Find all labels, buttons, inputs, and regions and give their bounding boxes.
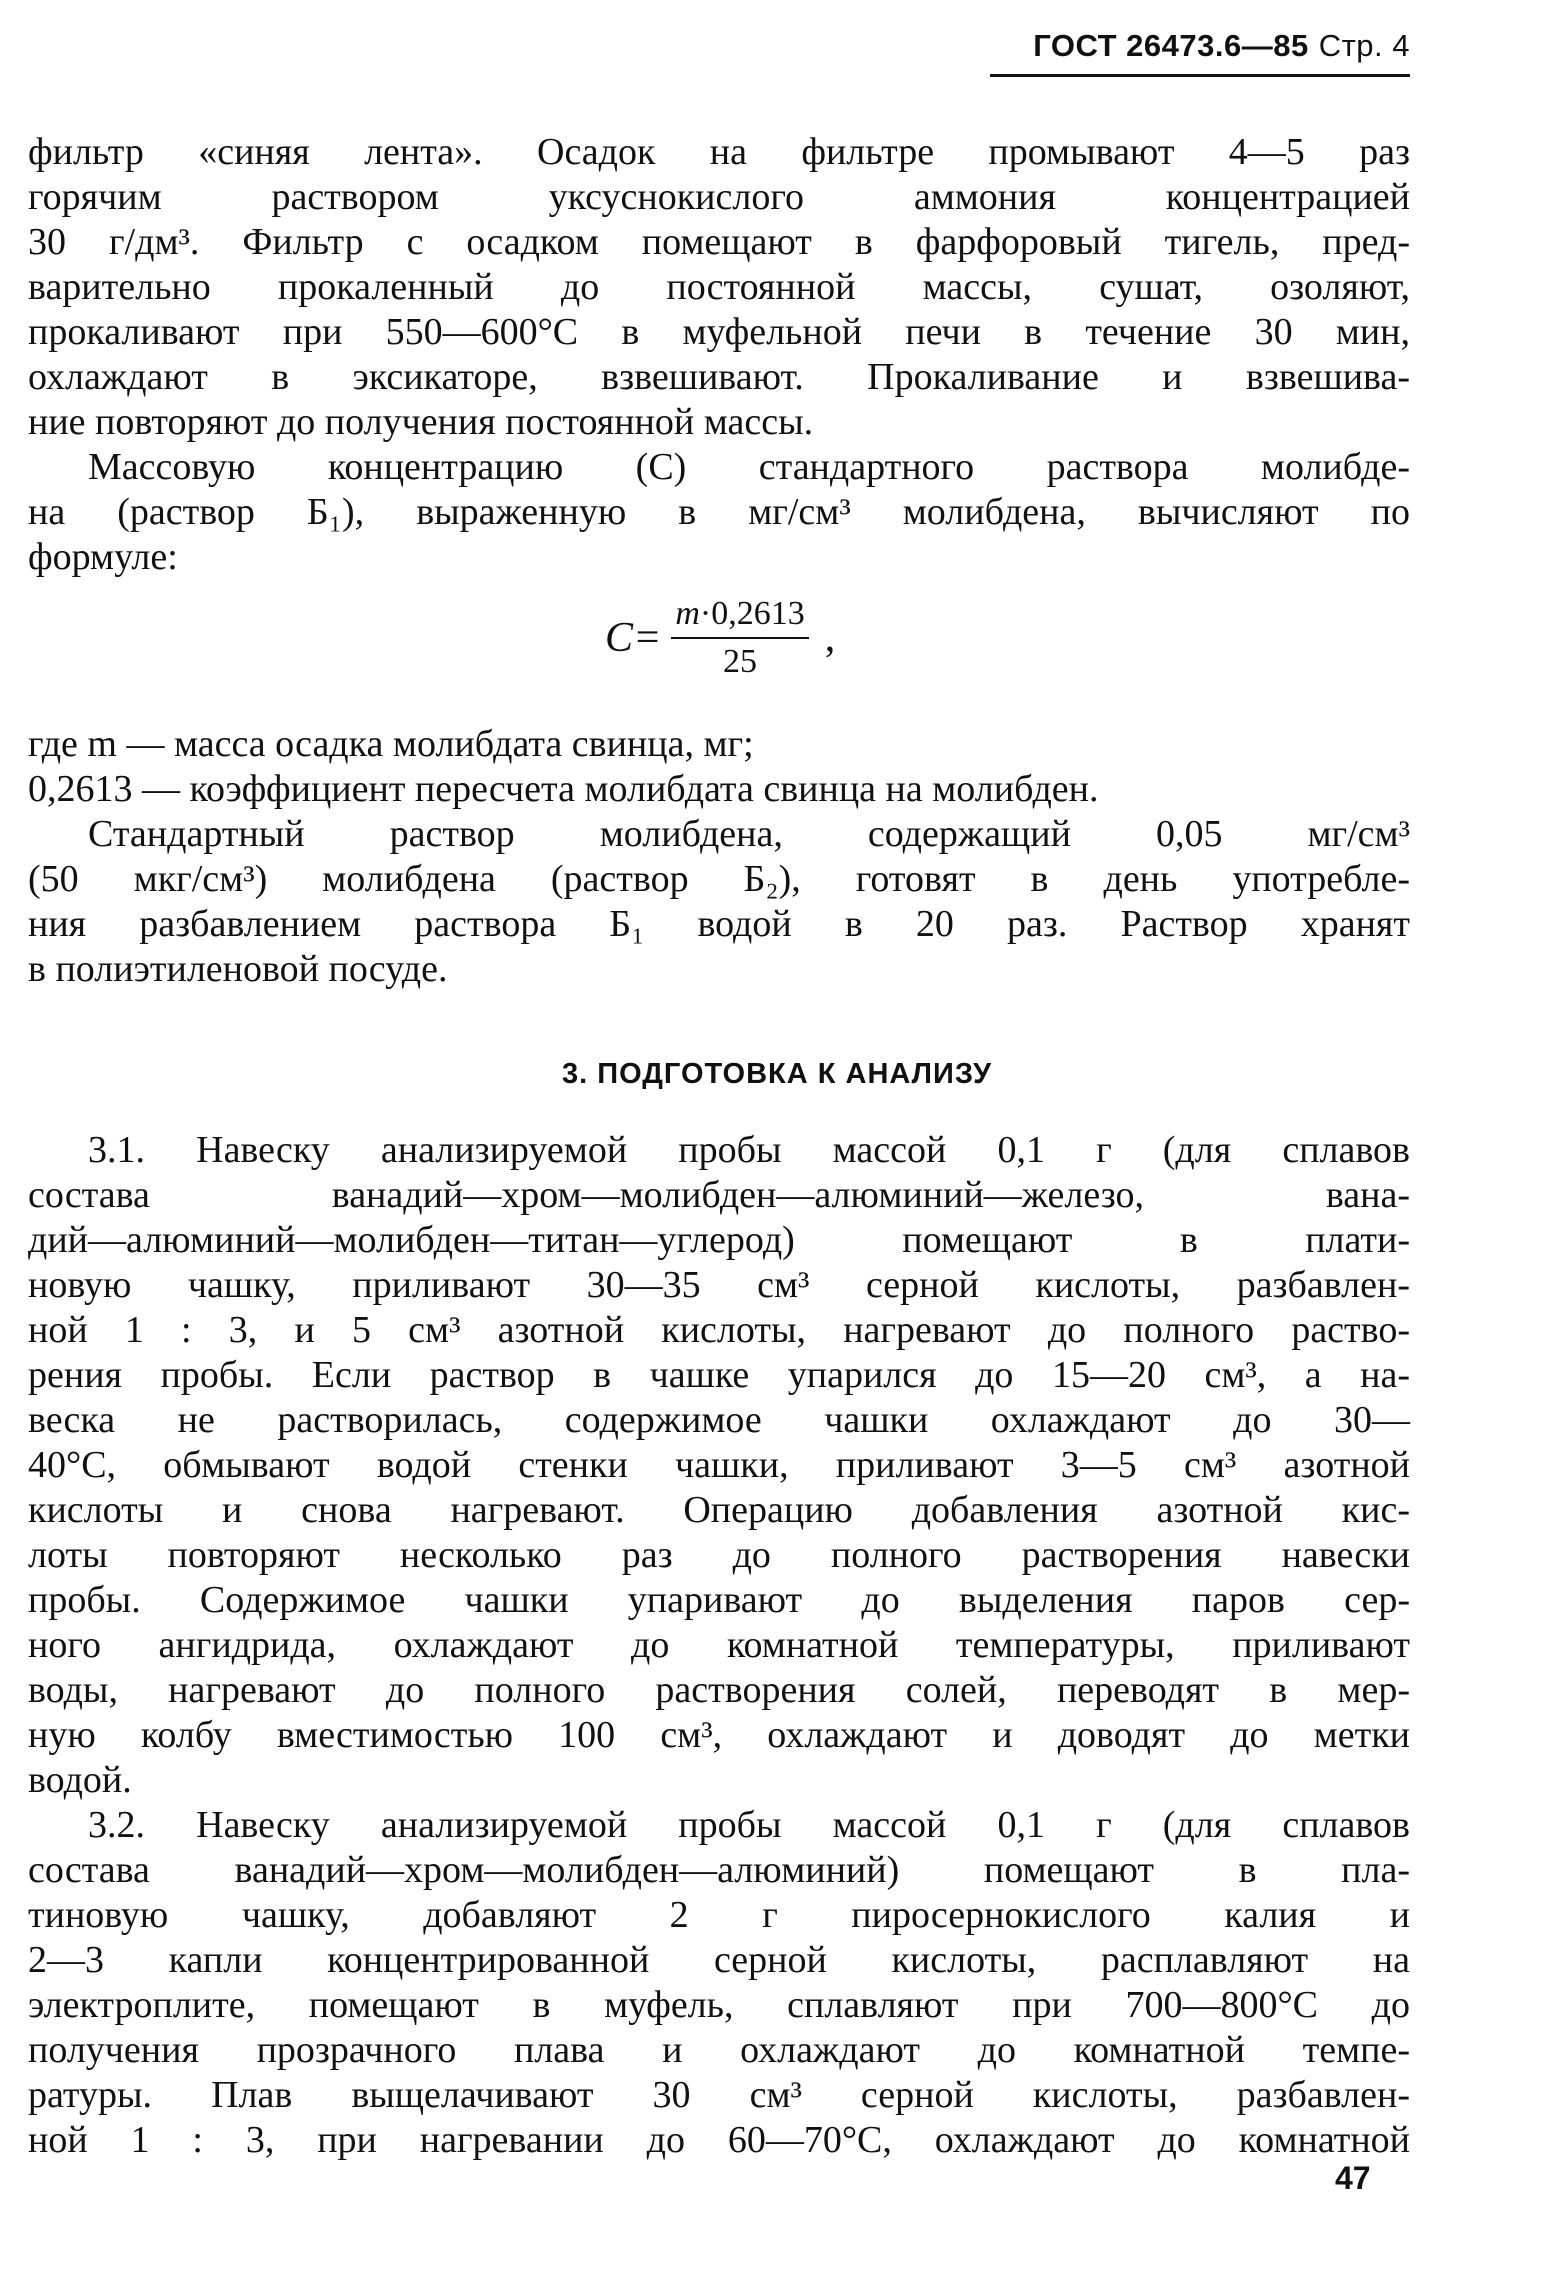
text-line: 3.2. Навеску анализируемой пробы массой 0,1 г (для сплавов xyxy=(88,1804,1410,1846)
text-line: дий—алюминий—молибден—титан—углерод) помещают в плати- xyxy=(28,1219,1410,1261)
text-line: 2—3 капли концентрированной серной кислоты, расплавляют на xyxy=(28,1939,1410,1981)
page-label: Стр. 4 xyxy=(1318,28,1410,63)
text-line: веска не растворилась, содержимое чашки охлаждают до 30— xyxy=(28,1399,1410,1441)
paragraph-3-2 xyxy=(28,1803,1410,2163)
text-line: в полиэтиленовой посуде. xyxy=(28,948,448,990)
paragraph-3-1 xyxy=(28,1128,1410,1803)
text-line: 30 г/дм³. Фильтр с осадком помещают в фарфоровый тигель, пред- xyxy=(28,221,1410,263)
text-line: варительно прокаленный до постоянной массы, сушат, озоляют, xyxy=(28,266,1410,308)
text-line: фильтр «синяя лента». Осадок на фильтре промывают 4—5 раз xyxy=(28,131,1410,173)
paragraph-concentration xyxy=(28,445,1410,580)
text-line: ную колбу вместимостью 100 см³, охлаждают и доводят до метки xyxy=(28,1714,1410,1756)
text-line: ние повторяют до получения постоянной массы. xyxy=(28,401,814,443)
text-line: ного ангидрида, охлаждают до комнатной температуры, приливают xyxy=(28,1624,1410,1666)
text-line: ной 1 : 3, и 5 см³ азотной кислоты, нагревают до полного раство- xyxy=(28,1309,1410,1351)
formula-lhs: C= xyxy=(605,615,662,661)
formula-numerator xyxy=(671,595,808,639)
text-line: новую чашку, приливают 30—35 см³ серной кислоты, разбавлен- xyxy=(28,1264,1410,1306)
text-line: ной 1 : 3, при нагревании до 60—70°С, охлаждают до комнатной xyxy=(28,2119,1410,2161)
text-line: 40°С, обмывают водой стенки чашки, приливают 3—5 см³ азотной xyxy=(28,1444,1410,1486)
standard-number: ГОСТ 26473.6—85 xyxy=(1033,28,1309,63)
text-line: Стандартный раствор молибдена, содержащий 0,05 мг/см³ xyxy=(88,813,1410,855)
text-line: состава ванадий—хром—молибден—алюминий—железо, вана- xyxy=(28,1174,1410,1216)
legend-line: 0,2613 — коэффициент пересчета молибдата свинца на молибден. xyxy=(28,768,1099,810)
text-line: водой. xyxy=(28,1759,132,1801)
page-number: 47 xyxy=(1335,2160,1371,2196)
formula-fraction xyxy=(671,595,808,681)
text-line: прокаливают при 550—600°С в муфельной печи в течение 30 мин, xyxy=(28,311,1410,353)
legend-line: где m — масса осадка молибдата свинца, мг; xyxy=(28,723,754,765)
text-line: горячим раствором уксуснокислого аммония концентрацией xyxy=(28,176,1410,218)
text-line: формуле: xyxy=(28,536,178,578)
text-line: ратуры. Плав выщелачивают 30 см³ серной кислоты, разбавлен- xyxy=(28,2074,1410,2116)
text-line: состава ванадий—хром—молибден—алюминий) помещают в пла- xyxy=(28,1849,1410,1891)
text-line: получения прозрачного плава и охлаждают до комнатной темпе- xyxy=(28,2029,1410,2071)
formula-denominator: 25 xyxy=(723,643,758,680)
formula-var-m: m xyxy=(675,595,700,632)
formula-numerator-rest: ·0,2613 xyxy=(699,595,805,632)
text-line: электроплите, помещают в муфель, сплавляют при 700—800°С до xyxy=(28,1984,1410,2026)
paragraph-standard-solution xyxy=(28,812,1410,992)
text-line: воды, нагревают до полного растворения солей, переводят в мер- xyxy=(28,1669,1410,1711)
text-line: кислоты и снова нагревают. Операцию добавления азотной кис- xyxy=(28,1489,1410,1531)
formula-comma: , xyxy=(824,615,836,661)
text-line: рения пробы. Если раствор в чашке упарился до 15—20 см³, а на- xyxy=(28,1354,1410,1396)
text-line: пробы. Содержимое чашки упаривают до выделения паров сер- xyxy=(28,1579,1410,1621)
formula-legend xyxy=(28,722,1410,812)
text-line: охлаждают в эксикаторе, взвешивают. Прокаливание и взвешива- xyxy=(28,356,1410,398)
text-line: ния разбавлением раствора Б₁ водой в 20 раз. Раствор хранят xyxy=(28,903,1410,945)
text-line: 3.1. Навеску анализируемой пробы массой 0,1 г (для сплавов xyxy=(88,1129,1410,1171)
text-line: (50 мкг/см³) молибдена (раствор Б₂), готовят в день употребле- xyxy=(28,858,1410,900)
text-line: Массовую концентрацию (C) стандартного раствора молибде- xyxy=(88,446,1410,488)
text-line: на (раствор Б₁), выраженную в мг/см³ молибдена, вычисляют по xyxy=(28,491,1410,533)
concentration-formula xyxy=(605,595,835,681)
paragraph-filtration xyxy=(28,130,1410,445)
section-title: 3. ПОДГОТОВКА К АНАЛИЗУ xyxy=(562,1058,992,1090)
text-line: тиновую чашку, добавляют 2 г пиросернокислого калия и xyxy=(28,1894,1410,1936)
text-line: лоты повторяют несколько раз до полного растворения навески xyxy=(28,1534,1410,1576)
page-header xyxy=(990,28,1410,77)
